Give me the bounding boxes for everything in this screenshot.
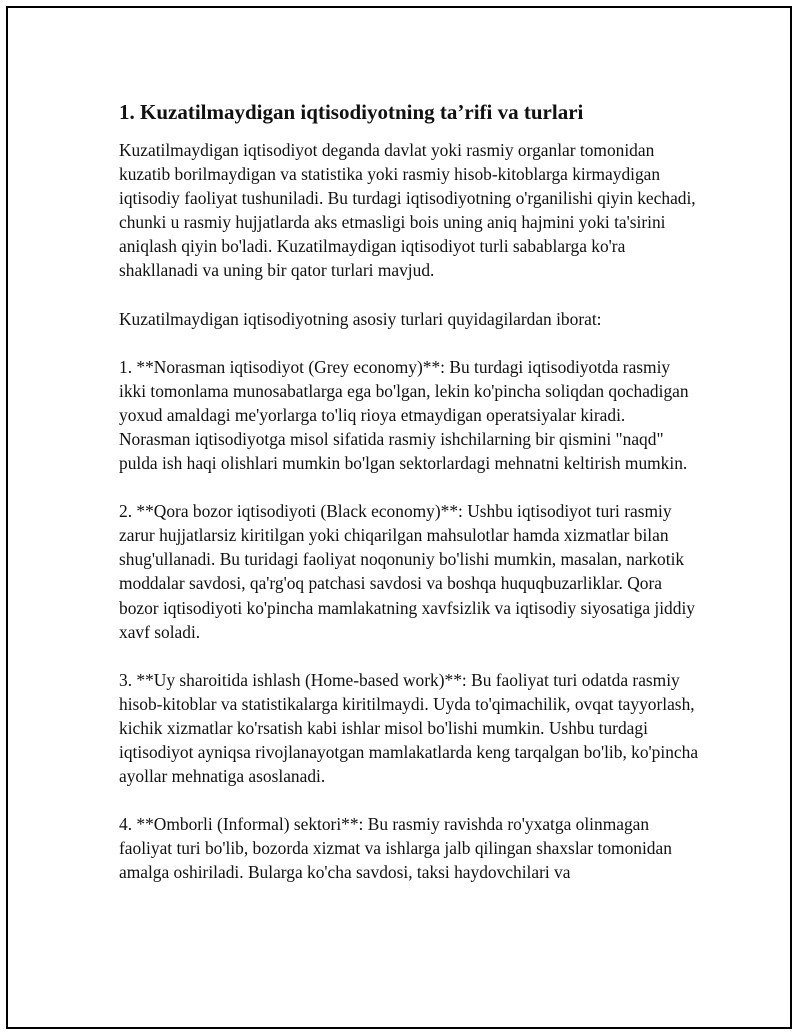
informal-sector-paragraph: 4. **Omborli (Informal) sektori**: Bu rasmiy ravishda ro'yxatga olinmagan faoliyat turi bo'lib, bozorda xizmat va ishlarga jalb qilingan shaxslar tomonidan amalga oshiriladi. Bularga ko'cha savdosi, taksi haydovchilari va [119, 814, 672, 883]
intro-paragraph: Kuzatilmaydigan iqtisodiyot deganda davlat yoki rasmiy organlar tomonidan kuzatib borilmaydigan va statistika yoki rasmiy hisob-kitoblarga kirmaydigan iqtisodiy faoliyat tushuniladi. Bu turdagi iqtisodiyotning o'rganilishi qiyin kechadi, chunki u rasmiy hujjatlarda aks etmasligi bois uning aniq hajmini yoki ta'sirini aniqlash qiyin bo'ladi. Kuzatilmaydigan iqtisodiyot turli sabablarga ko'ra shakllanadi va uning bir qator turlari mavjud. [119, 140, 696, 281]
page-frame [6, 6, 792, 1029]
home-based-work-paragraph: 3. **Uy sharoitida ishlash (Home-based work)**: Bu faoliyat turi odatda rasmiy hisob-kitoblar va statistikalarga kiritilmaydi. Uyda to'qimachilik, ovqat tayyorlash, kichik xizmatlar ko'rsatish kabi ishlar misol bo'lishi mumkin. Ushbu turdagi iqtisodiyot ayniqsa rivojlanayotgan mamlakatlarda keng tarqalgan bo'lib, ko'pincha ayollar mehnatiga asoslanadi. [119, 669, 699, 787]
grey-economy-paragraph: 1. **Norasman iqtisodiyot (Grey economy)**: Bu turdagi iqtisodiyotda rasmiy ikki tomonlama munosabatlarga ega bo'lgan, lekin ko'pincha soliqdan qochadigan yoxud amaldagi me'yorlarga to'liq rioya etmaydigan operatsiyalar kiradi. Norasman iqtisodiyotga misol sifatida rasmiy ishchilarning bir qismini "naqd" pulda ish haqi olishlari mumkin bo'lgan sektorlardagi mehnatni keltirish mumkin. [119, 356, 689, 474]
black-economy-paragraph: 2. **Qora bozor iqtisodiyoti (Black economy)**: Ushbu iqtisodiyot turi rasmiy zarur hujjatlarsiz kiritilgan yoki chiqarilgan mahsulotlar hamda xizmatlar bilan shug'ullanadi. Bu turidagi faoliyat noqonuniy bo'lishi mumkin, masalan, narkotik moddalar savdosi, qa'rg'oq patchasi savdosi va boshqa huquqbuzarliklar. Qora bozor iqtisodiyoti ko'pincha mamlakatning xavfsizlik va iqtisodiy siyosatiga jiddiy xavf soladi. [119, 501, 695, 642]
document-title: 1. Kuzatilmaydigan iqtisodiyotning ta’rifi va turlari [119, 100, 584, 124]
types-intro-paragraph: Kuzatilmaydigan iqtisodiyotning asosiy turlari quyidagilardan iborat: [119, 308, 602, 329]
document-body [119, 98, 699, 908]
